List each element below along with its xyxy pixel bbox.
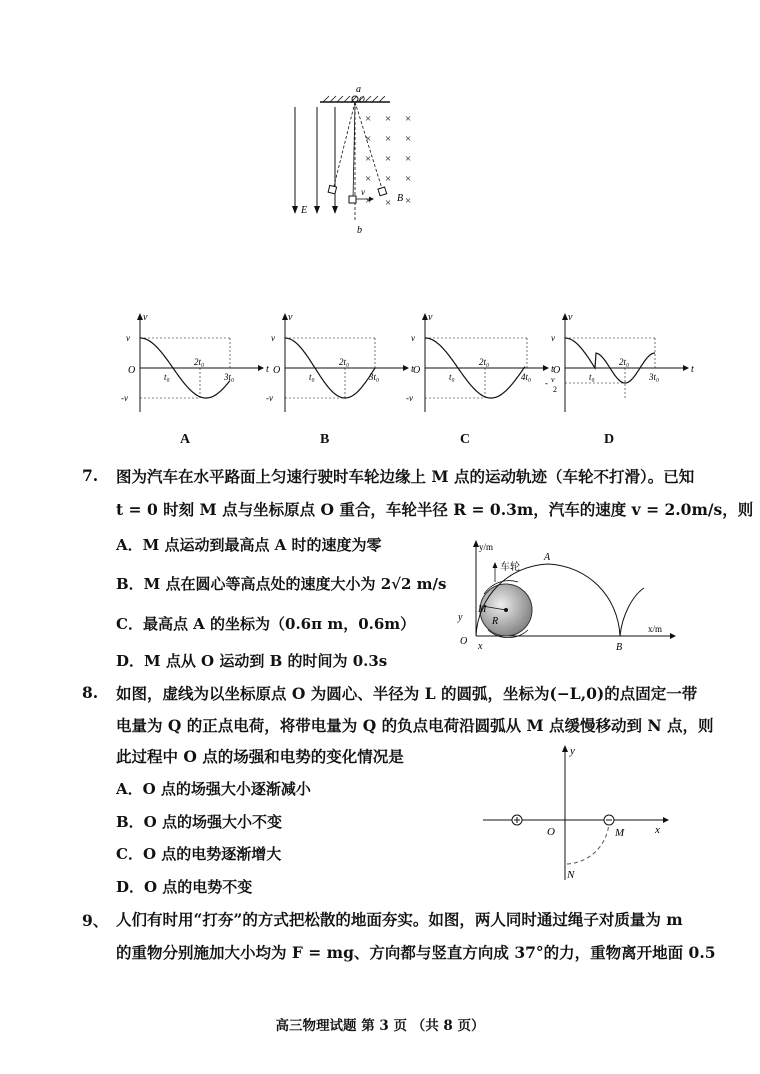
axis-v-label: v (143, 312, 148, 323)
label-B: B (397, 193, 404, 204)
tick-label: 3t₀ (224, 372, 235, 382)
q8-option-B: B．O 点的场强大小不变 (116, 813, 282, 831)
svg-text:×: × (385, 133, 392, 145)
origin-label: O (553, 365, 561, 376)
label-b: b (357, 225, 362, 236)
vt-curve-D (565, 338, 655, 383)
q8-option-A: A．O 点的场强大小逐渐减小 (116, 780, 311, 798)
svg-text:×: × (405, 153, 412, 165)
fig7-label-M: M (478, 604, 487, 615)
tick-label: t₀ (449, 372, 455, 382)
q8-stem-line2: 电量为 Q 的正点电荷，将带电量为 Q 的负点电荷沿圆弧从 M 点缓慢移动到 N 点，则 (116, 716, 714, 735)
axis-t-label: t (551, 364, 554, 375)
svg-text:×: × (405, 173, 412, 185)
graph-label-B: B (320, 432, 330, 447)
axis-t-label: t (411, 364, 414, 375)
neg-vm-label: -v (406, 393, 413, 403)
q7-option-C: C．最高点 A 的坐标为（0.6π m，0.6m） (116, 615, 416, 633)
svg-text:×: × (385, 173, 392, 185)
svg-text:×: × (405, 113, 412, 125)
svg-text:×: × (405, 195, 412, 207)
fig7-label-B: B (616, 642, 623, 653)
q8-stem-line3: 此过程中 O 点的场强和电势的变化情况是 (116, 747, 404, 766)
fig7-xlabel: x/m (648, 624, 663, 634)
q7-option-B: B．M 点在圆心等高点处的速度大小为 2√2 m/s (116, 575, 447, 593)
neg-vm-frac-top: v (551, 375, 555, 384)
vm-label: v (126, 333, 130, 343)
q9-stem-line1: 人们有时用“打夯”的方式把松散的地面夯实。如图，两人同时通过绳子对质量为 m (116, 910, 683, 929)
q8-option-C: C．O 点的电势逐渐增大 (116, 845, 282, 863)
axis-v-label: v (568, 312, 573, 323)
fig7-label-O: O (460, 636, 468, 647)
vm-label: v (271, 333, 275, 343)
charge-arc-figure (475, 740, 675, 885)
fig8-label-y: y (570, 745, 575, 757)
svg-text:×: × (385, 197, 392, 209)
svg-text:×: × (385, 113, 392, 125)
graph-label-C: C (460, 432, 471, 447)
tick-label: t₀ (164, 372, 170, 382)
wheel-trajectory-figure (448, 536, 678, 656)
fig7-label-y: y (458, 612, 463, 623)
q7-number: 7. (82, 466, 99, 485)
page-footer: 高三物理试题 第 3 页 （共 8 页） (275, 1018, 485, 1034)
q8-stem-line1: 如图，虚线为以坐标原点 O 为圆心、半径为 L 的圆弧，坐标为(−L,0)的点固定一带 (116, 684, 698, 703)
neg-vm-label: -v (121, 393, 128, 403)
axis-v-label: v (288, 312, 293, 323)
q7-option-D: D．M 点从 O 运动到 B 的时间为 0.3s (116, 652, 388, 670)
fig7-label-A: A (544, 552, 551, 563)
fig8-label-M: M (615, 827, 625, 839)
svg-text:×: × (365, 133, 372, 145)
tick-label: t₀ (589, 372, 595, 382)
origin-label: O (128, 365, 136, 376)
axis-t-label: t (691, 364, 694, 375)
neg-vm-frac-bot: 2 (553, 385, 557, 394)
axis-t-label: t (266, 364, 269, 375)
neg-sign: - (545, 378, 548, 388)
tick-label: 2t₀ (339, 357, 350, 367)
tick-label: 2t₀ (194, 357, 205, 367)
q7-option-A: A．M 点运动到最高点 A 时的速度为零 (116, 536, 382, 554)
q8-option-D: D．O 点的电势不变 (116, 878, 253, 896)
label-a: a (356, 84, 361, 95)
graph-label-A: A (180, 432, 191, 447)
q7-stem-line1: 图为汽车在水平路面上匀速行驶时车轮边缘上 M 点的运动轨迹（车轮不打滑）。已知 (116, 467, 695, 486)
label-v: v (361, 187, 365, 197)
fig7-wheel-label: 车轮 (500, 562, 520, 573)
vm-label: v (551, 333, 555, 343)
tick-label: t₀ (309, 372, 315, 382)
svg-text:×: × (385, 153, 392, 165)
origin-label: O (413, 365, 421, 376)
vm-label: v (411, 333, 415, 343)
fig7-label-x: x (478, 641, 483, 652)
label-E: E (301, 205, 308, 216)
pendulum-field-figure (285, 82, 430, 237)
fig8-label-N: N (567, 869, 575, 881)
fig7-ylabel: y/m (479, 542, 494, 552)
q7-stem-line2: t = 0 时刻 M 点与坐标原点 O 重合，车轮半径 R = 0.3m，汽车的速度 v = 2.0m/s，则 (116, 500, 754, 519)
tick-label: 2t₀ (479, 357, 490, 367)
tick-label: 3t₀ (649, 372, 660, 382)
tick-label: 2t₀ (619, 357, 630, 367)
graph-label-D: D (604, 432, 615, 447)
neg-vm-label: -v (266, 393, 273, 403)
q8-number: 8. (82, 683, 99, 702)
fig8-label-O: O (547, 826, 555, 838)
label-O: O (359, 95, 365, 104)
q9-number: 9、 (82, 911, 109, 930)
svg-text:×: × (365, 153, 372, 165)
vt-graphs (115, 312, 694, 422)
fig7-label-R: R (492, 616, 499, 627)
origin-label: O (273, 365, 281, 376)
svg-text:×: × (365, 195, 372, 207)
svg-text:×: × (365, 173, 372, 185)
fig8-label-x: x (655, 824, 660, 836)
axis-v-label: v (428, 312, 433, 323)
tick-label: 4t₀ (521, 372, 532, 382)
svg-text:×: × (405, 133, 412, 145)
tick-label: 3t₀ (369, 372, 380, 382)
svg-text:×: × (365, 113, 372, 125)
q9-stem-line2: 的重物分别施加大小均为 F = mg、方向都与竖直方向成 37°的力，重物离开地面 0.5 (116, 943, 716, 962)
